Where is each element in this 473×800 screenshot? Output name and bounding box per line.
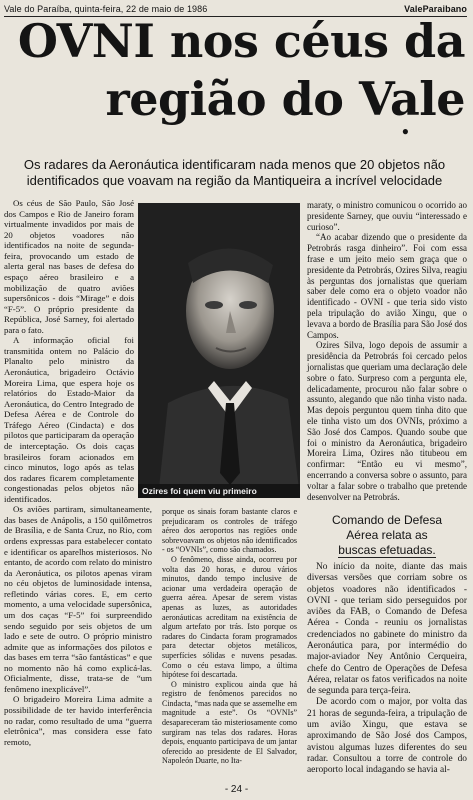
portrait-image <box>138 203 300 498</box>
column-3 <box>307 200 467 502</box>
col1-paragraph: A informação oficial foi transmitida ontem no Palácio do Planalto pelo ministro da Aeronáutica, brigadeiro Octávio Moreira Lima, que espera hoje os relatórios do Estado-Maior da Aeronáutica, do Centro Integrado de Defesa Aérea e de Controle do Tráfego Aéreo (Cindacta) e dos pilotos que participaram da operação de interceptação. Os dois caças brasileiros foram acionados em cinco minutos, logo após as telas dos radares ficarem completamente congestionadas pelos objetos não identificados. <box>4 335 134 504</box>
portrait-photo <box>138 203 300 498</box>
subheading-line-2: Aérea relata as <box>346 528 428 542</box>
col3b-paragraph: De acordo com o major, por volta das 21 horas de segunda-feira, a tripulação de um avião Xingu, que estava se aproximando de São José dos Campos, avistou algumas luzes diferentes do seu radar. Consultou a torre de controle do aeroporto local indagando se havia al- <box>307 697 467 776</box>
column-1 <box>4 198 152 747</box>
column-3-lower <box>307 562 467 776</box>
col1-paragraph: Os aviões partiram, simultaneamente, das bases de Anápolis, a 150 quilômetros de Brasília, e de Santa Cruz, no Rio, com ordens expressas para estabelecer contato e identificar os aparelhos misteriosos. No entanto, de acordo com relato do ministro da Aeronáutica, os pilotos apenas viram no céu objetos de luminosidade intensa, refletindo várias cores. E, em certo momento, a uma velocidade supersônica, um dos caças “F-5” foi surpreendido sendo seguido por seis objetos de um lado e sete de outro. O próprio ministro admite que as informações dos pilotos e das bases em terra “são fantásticas” e que no momento não há como explicá-las. Oficialmente, disse, trata-se de “um fenômeno inexplicável”. <box>4 504 152 694</box>
dateline: Vale do Paraíba, quinta-feira, 22 de maio de 1986 <box>4 4 208 14</box>
column-2 <box>162 507 297 766</box>
photo-caption: Ozires foi quem viu primeiro <box>138 484 300 498</box>
newspaper-name: ValeParaibano <box>404 4 467 14</box>
headline-line-1: OVNI nos céus da <box>17 14 465 68</box>
col1-paragraph: Os céus de São Paulo, São José dos Campos e Rio de Janeiro foram virtualmente invadidos por mais de 20 objetos voadores não identificados na noite de segunda-feira, provocando um estado de alerta geral nas bases de defesa do espaço aéreo brasileiro e a mobilização de quatro aviões supersônicos - dois “Mirage” e dois “F-5”. O próprio presidente da República, José Sarney, foi alertado para o fato. <box>4 198 134 335</box>
subheading-line-3: buscas efetuadas. <box>338 543 436 557</box>
col3b-paragraph: No início da noite, diante das mais diversas versões que corriam sobre os objetos voadores não identificados - OVNI - que teriam sido perseguidos por aviões da FAB, o Comando de Defesa Aérea - Conda - reuniu os jornalistas credenciados no gabinete do ministro da Aeronáutica para, por intermédio do major-aviador Ney Antônio Cerqueira, chefe do Centro de Operações de Defesa Aérea, relatar os fatos verificados na noite de segunda para terça-feira. <box>307 562 467 697</box>
lead-paragraph: Os radares da Aeronáutica identificaram nada menos que 20 objetos não identificados que voavam na região da Mantiqueira a incrível velocidade <box>23 157 446 188</box>
col3-paragraph: “Ao acabar dizendo que o presidente da Petrobrás rasga dinheiro”. Foi com essa frase e um jeito meio sem graça que o presidente da Petrobrás, Ozires Silva, reagiu às perguntas dos jornalistas que queriam saber dele como era o objeto voador não identificado - OVNI - que teria sido visto pela tripulação do avião Xingu, que o levava a bordo de Brasília para São José dos Campos. <box>307 232 467 340</box>
col2-paragraph: porque os sinais foram bastante claros e prejudicaram os controles de tráfego aéreo dos aeroportos nas regiões onde sobrevoavam os objetos não identificados - os “OVNIs”, como são chamados. <box>162 507 297 555</box>
col2-paragraph: O ministro explicou ainda que há registro de fenômenos parecidos no Cindacta, “mas nada que se assemelhe em magnitude a este”. Os “OVNIs” desapareceram tão misteriosamente como surgiram nas telas dos radares. Horas depois, enquanto participava de um jantar oferecido ao presidente de El Salvador, Napoleón Duarte, no Ita- <box>162 679 297 766</box>
subheading-line-1: Comando de Defesa <box>331 513 443 527</box>
col3-paragraph: Ozires Silva, logo depois de assumir a presidência da Petrobrás foi cercado pelos jornalistas que queriam uma declaração dele sobre o fato. Surpreso com a pergunta ele, delicadamente, procurou não falar sobre o assunto, alegando que não tinha visto nada. Mas depois perguntou quem tinha dito que ele tinha visto um dos OVNIs, próximo a São José dos Campos. Quando soube que foi o ministro da Aeronáutica, brigadeiro Moreira Lima, Ozires não titubeou em confirmar: “Então eu vi mesmo”, encerrando a conversa sobre o assunto, para voltar a falar sobre o trabalho que pretende desenvolver na Petrobrás. <box>307 340 467 502</box>
col3-paragraph: maraty, o ministro comunicou o ocorrido ao presidente Sarney, que ouviu “interessado e curioso”. <box>307 200 467 232</box>
headline-line-2: região do Vale <box>105 72 465 126</box>
ornament-dot: ● <box>401 124 409 138</box>
col2-paragraph: O fenômeno, disse ainda, ocorreu por volta das 20 horas, e durou vários minutos, dando tempo inclusive de acionar uma verdadeira operação de guerra aérea. Apesar de serem vistas apenas as luzes, as autoridades aeronáuticas acreditam na existência de algum artefato por trás. Isto porque os radares do Cindacta foram programados para detectar objetos metálicos, superfícies sólidas e nuvens pesadas. Como o céu estava limpo, a última hipótese foi descartada. <box>162 554 297 680</box>
page-number: - 24 - <box>224 784 249 795</box>
col1-paragraph: O brigadeiro Moreira Lima admite a possibilidade de ter havido interferência no radar, como resultado de uma “guerra eletrônica”, mas considera esse fato remoto, <box>4 694 152 747</box>
subheading <box>312 513 462 558</box>
